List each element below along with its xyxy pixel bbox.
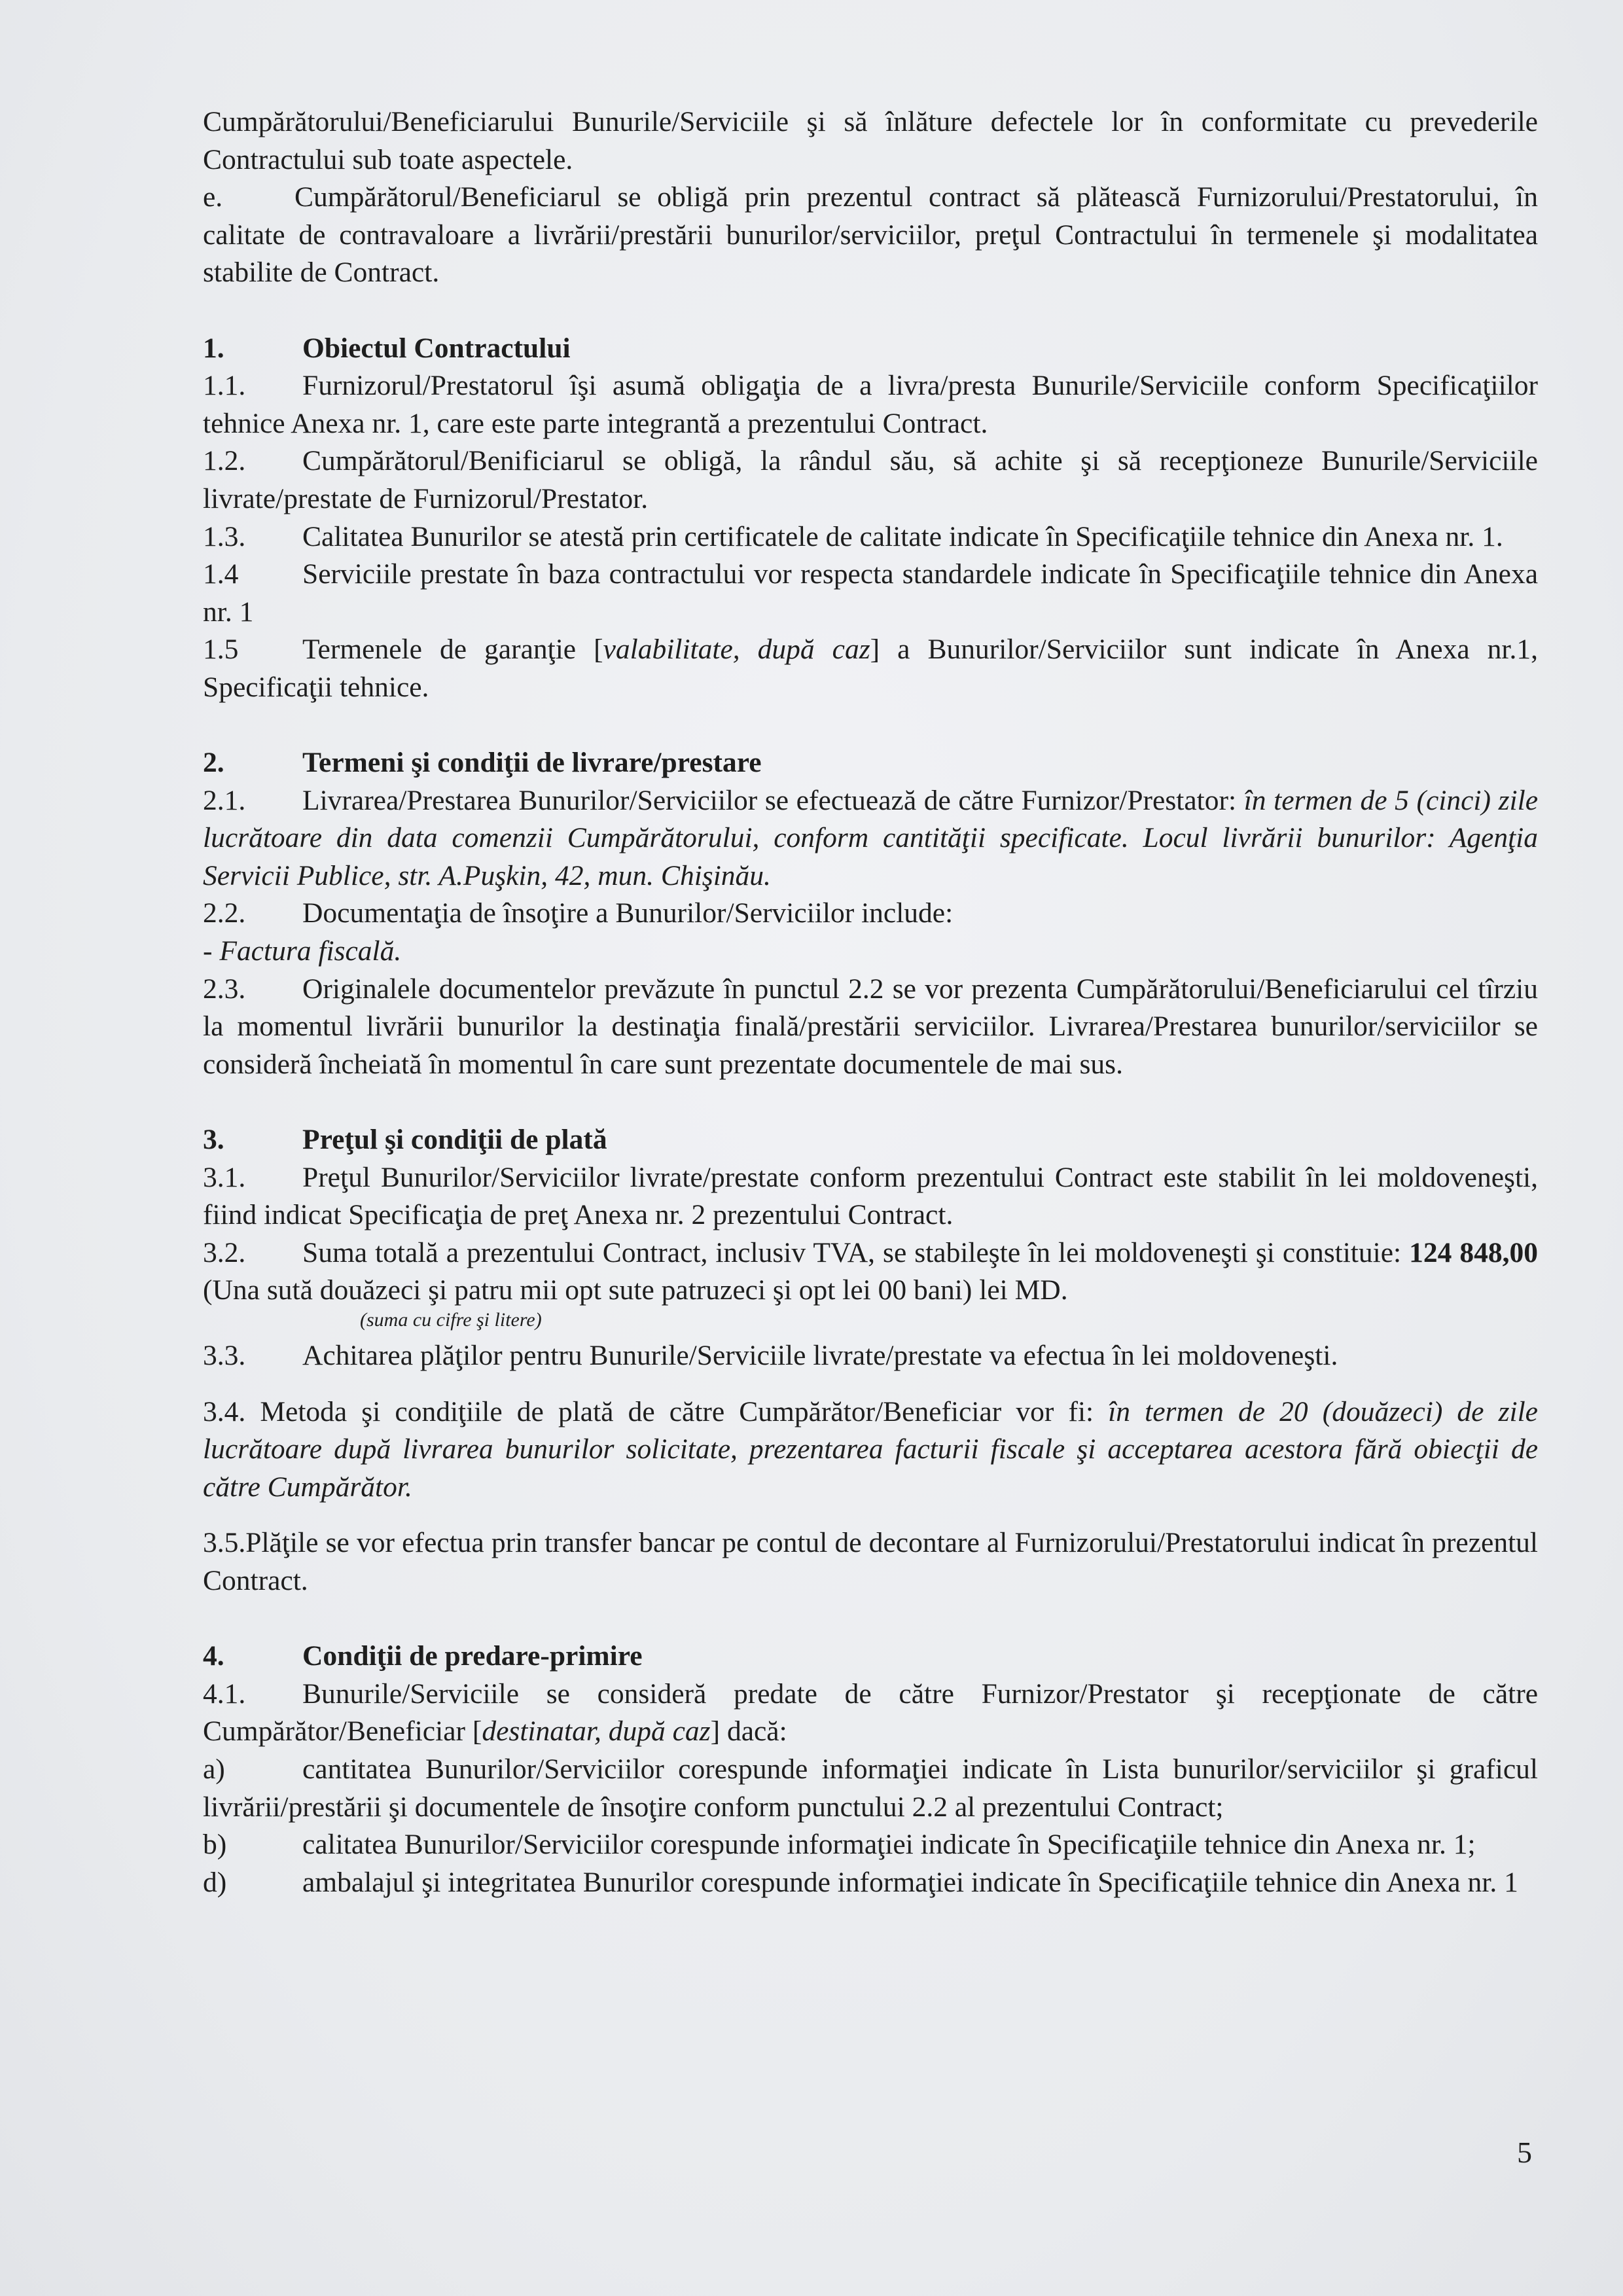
clause-text: Calitatea Bunurilor se atestă prin certificatele de calitate indicate în Specificaţiile tehnice din Anexa nr. 1. xyxy=(302,520,1503,552)
clause-text: ] dacă: xyxy=(710,1715,787,1748)
clause-italic: în termen de 5 (cinci) zile lucrătoare din data comenzii Cumpărătorului, conform cantităţii specificate. Locul livrării bunurilor: Agenţia Servicii Publice, str. A.Puşkin, 42, mun. Chişinău. xyxy=(203,784,1539,891)
clause-number: 3.1. xyxy=(203,1161,246,1193)
subclause-label: b) xyxy=(203,1829,227,1861)
clause-number: 1.3. xyxy=(203,520,246,552)
clause-2-1 xyxy=(203,782,1538,895)
clause-3-4 xyxy=(203,1393,1538,1507)
clause-2-2-list-item xyxy=(203,933,1538,971)
subclause-text: ambalajul şi integritatea Bunurilor corespunde informaţiei indicate în Specificaţiile tehnice din Anexa nr. 1 xyxy=(302,1866,1518,1898)
clause-number: 3.2. xyxy=(203,1236,246,1268)
clause-number: 4.1. xyxy=(203,1677,246,1710)
clause-1-4 xyxy=(203,556,1538,631)
clause-text: ] a Bunurilor/Serviciilor sunt indicate în Anexa nr.1, Specificaţii tehnice. xyxy=(203,634,1538,703)
clause-italic: valabilitate, după caz xyxy=(603,634,870,666)
clause-text: Termenele de garanţie [ xyxy=(302,634,603,666)
page-number: 5 xyxy=(1517,2136,1532,2169)
clause-3-3 xyxy=(203,1337,1538,1375)
section-heading-4 xyxy=(203,1638,1538,1676)
clause-1-1 xyxy=(203,367,1538,442)
clause-number: 3.3. xyxy=(203,1340,246,1371)
clause-number: 2.1. xyxy=(203,784,246,816)
clause-text: Furnizorul/Prestatorul îşi asumă obligaţia de a livra/presta Bunurile/Serviciile conform Specificaţiilor tehnice Anexa nr. 1, care este parte integrantă a prezentului Contract. xyxy=(203,370,1538,439)
section-number: 2. xyxy=(203,747,224,779)
clause-e xyxy=(203,179,1538,292)
section-title: Condiţii de predare-primire xyxy=(302,1640,643,1672)
clause-label: e. xyxy=(203,181,223,213)
clause-text: Achitarea plăţilor pentru Bunurile/Serviciile livrate/prestate va efectua în lei moldoveneşti. xyxy=(302,1340,1338,1371)
clause-text: Serviciile prestate în baza contractului vor respecta standardele indicate în Specificaţiile tehnice din Anexa nr. 1 xyxy=(203,558,1538,628)
amount-note: (suma cu cifre şi litere) xyxy=(360,1309,542,1331)
clause-text: Suma totală a prezentului Contract, inclusiv TVA, se stabileşte în lei moldoveneşti şi constituie: xyxy=(302,1236,1402,1268)
intro-continuation: Cumpărătorului/Beneficiarului Bunurile/Serviciile şi să înlăture defectele lor în conformitate cu prevederile Contractului sub toate aspectele. xyxy=(203,106,1538,175)
section-heading-2 xyxy=(203,744,1538,782)
clause-number: 1.5 xyxy=(203,634,239,666)
clause-text: 3.4. Metoda şi condiţiile de plată de către Cumpărător/Beneficiar vor fi: xyxy=(203,1395,1109,1427)
clause-3-5: 3.5.Plăţile se vor efectua prin transfer bancar pe contul de decontare al Furnizorului/Prestatorului indicat în prezentul Contract. xyxy=(203,1527,1538,1596)
clause-text: Preţul Bunurilor/Serviciilor livrate/prestate conform prezentului Contract este stabilit în lei moldoveneşti, fiind indicat Specificaţia de preţ Anexa nr. 2 prezentului Contract. xyxy=(203,1161,1538,1231)
subclause-label: a) xyxy=(203,1753,225,1785)
subclause-d xyxy=(203,1864,1538,1902)
clause-1-3 xyxy=(203,518,1538,556)
subclause-label: d) xyxy=(203,1866,227,1898)
clause-italic: destinatar, după caz xyxy=(482,1715,711,1748)
subclause-text: cantitatea Bunurilor/Serviciilor corespunde informaţiei indicate în Lista bunurilor/serviciilor şi graficul livrării/prestării şi documentele de însoţire conform punctului 2.2 al prezentului Contract; xyxy=(203,1753,1538,1823)
clause-italic: în termen de 20 (douăzeci) de zile lucrătoare după livrarea bunurilor solicitate, prezentarea facturii fiscale şi acceptarea acestora fără obiecţii de către Cumpărător. xyxy=(203,1395,1538,1503)
section-number: 1. xyxy=(203,332,224,364)
clause-3-2 xyxy=(203,1234,1538,1310)
clause-1-2 xyxy=(203,442,1538,518)
clause-text: Documentaţia de însoţire a Bunurilor/Serviciilor include: xyxy=(302,897,954,929)
section-title: Termeni şi condiţii de livrare/prestare xyxy=(302,747,762,779)
subclause-text: calitatea Bunurilor/Serviciilor corespunde informaţiei indicate în Specificaţiile tehnice din Anexa nr. 1; xyxy=(302,1829,1476,1861)
clause-2-2 xyxy=(203,895,1538,933)
clause-number: 1.2. xyxy=(203,445,246,477)
section-number: 4. xyxy=(203,1640,224,1672)
list-item: - Factura fiscală. xyxy=(203,935,402,967)
clause-number: 2.2. xyxy=(203,897,246,929)
section-title: Preţul şi condiţii de plată xyxy=(302,1124,607,1156)
subclause-a xyxy=(203,1751,1538,1826)
clause-1-5 xyxy=(203,631,1538,706)
clause-3-1 xyxy=(203,1159,1538,1234)
clause-number: 1.1. xyxy=(203,370,246,402)
subclause-b xyxy=(203,1826,1538,1864)
clause-2-3 xyxy=(203,971,1538,1084)
clause-text: Livrarea/Prestarea Bunurilor/Serviciilor se efectuează de către Furnizor/Prestator: xyxy=(302,784,1244,816)
section-heading-3 xyxy=(203,1121,1538,1159)
clause-number: 1.4 xyxy=(203,558,239,590)
clause-number: 2.3. xyxy=(203,973,246,1005)
clause-text: Bunurile/Serviciile se consideră predate de către Furnizor/Prestator şi recepţionate de către Cumpărător/Beneficiar [ xyxy=(203,1677,1538,1748)
contract-amount: 124 848,00 xyxy=(1409,1236,1539,1268)
section-title: Obiectul Contractului xyxy=(302,332,571,364)
section-number: 3. xyxy=(203,1124,224,1156)
clause-text: Cumpărătorul/Beneficiarul se obligă prin prezentul contract să plătească Furnizorului/Prestatorului, în calitate de contravaloare a livrării/prestării bunurilor/serviciilor, preţul Contractului în termenele şi modalitatea stabilite de Contract. xyxy=(203,181,1538,289)
clause-text: Cumpărătorul/Benificiarul se obligă, la rândul său, să achite şi să recepţioneze Bunurile/Serviciile livrate/prestate de Furnizorul/Prestator. xyxy=(203,445,1538,514)
clause-4-1 xyxy=(203,1676,1538,1751)
amount-in-words: (Una sută douăzeci şi patru mii opt sute patruzeci şi opt lei 00 bani) lei MD. xyxy=(203,1274,1068,1306)
section-heading-1 xyxy=(203,330,1538,368)
clause-text: Originalele documentelor prevăzute în punctul 2.2 se vor prezenta Cumpărătorului/Beneficiarului cel tîrziu la momentul livrării bunurilor la destinaţia finală/prestării serviciilor. Livrarea/Prestarea bunurilor/serviciilor se consideră încheiată în momentul în care sunt prezentate documentele de mai sus. xyxy=(203,973,1538,1080)
document-body xyxy=(203,103,1538,1901)
